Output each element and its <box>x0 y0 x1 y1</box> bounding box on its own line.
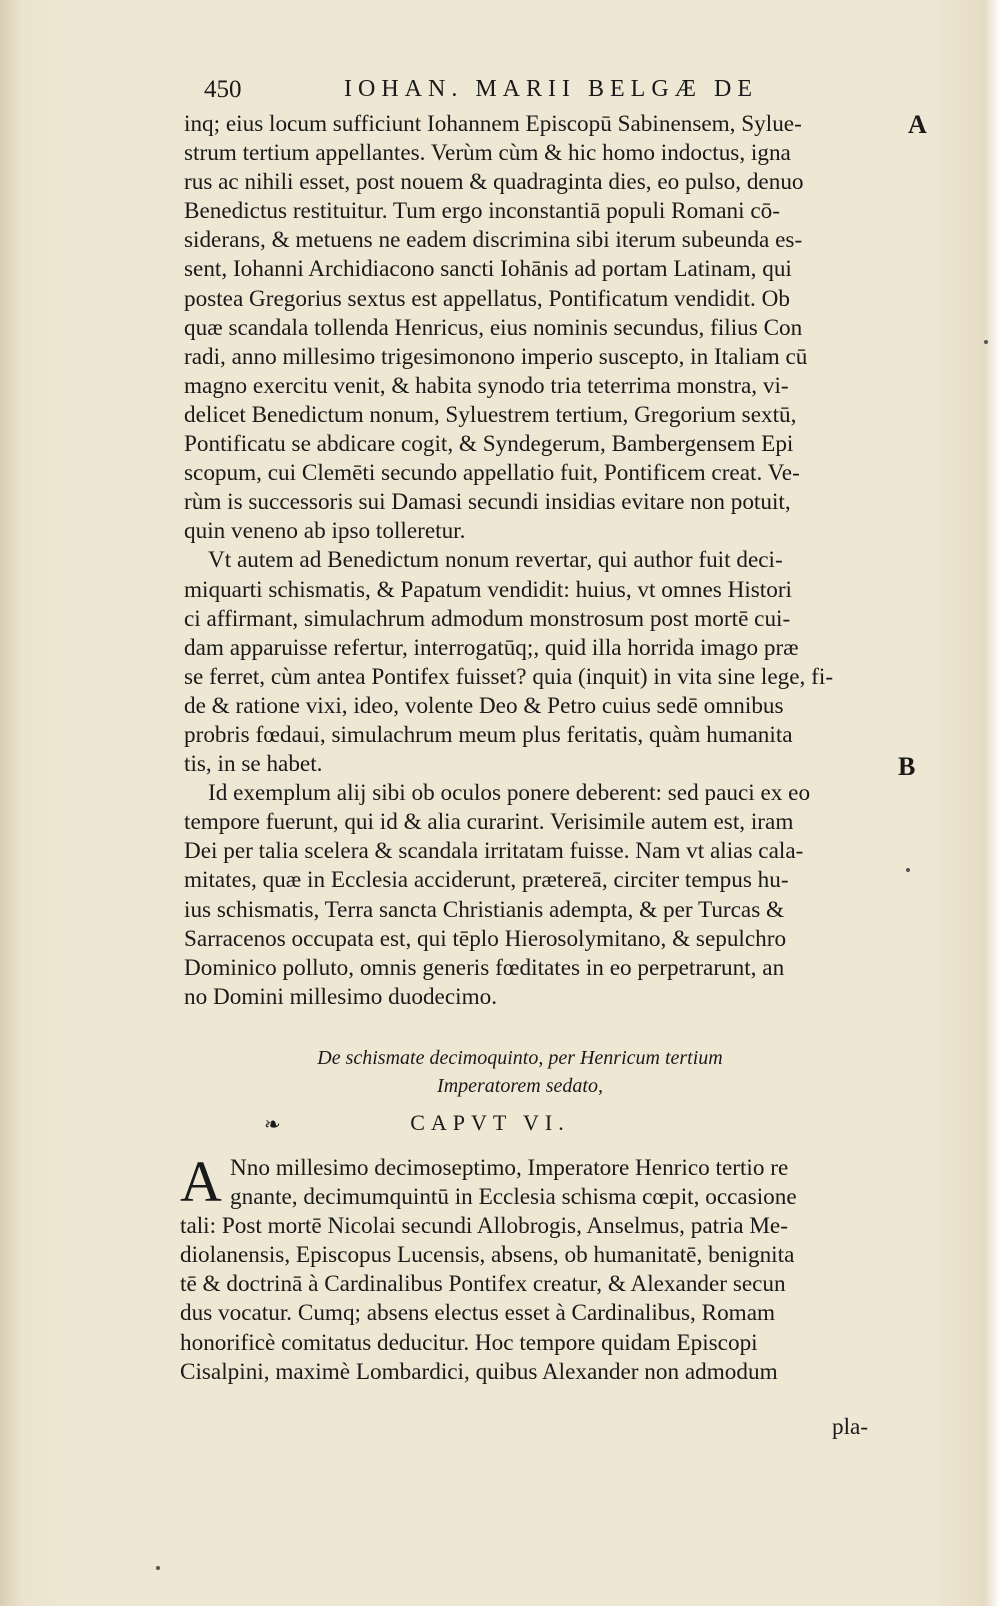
chapter-text-line: gnante, decimumquintū in Ecclesia schisma cœpit, occasione <box>230 1184 797 1211</box>
text-line: rus ac nihili esset, post nouem & quadraginta dies, eo pulso, denuo <box>184 169 804 196</box>
text-line: Dei per talia scelera & scandala irritatam fuisse. Nam vt alias cala- <box>184 838 804 865</box>
text-line: de & ratione vixi, ideo, volente Deo & Petro cuius sedē omnibus <box>184 692 784 719</box>
text-line: magno exercitu venit, & habita synodo tria teterrima monstra, vi- <box>184 372 789 399</box>
text-line: rùm is successoris sui Damasi secundi insidias evitare non potuit, <box>184 489 791 516</box>
subtitle-line: De schismate decimoquinto, per Henricum tertium <box>317 1047 723 1069</box>
page-number: 450 <box>204 76 242 103</box>
text-line: Benedictus restituitur. Tum ergo inconstantiā populi Romani cō- <box>184 198 780 225</box>
text-line: delicet Benedictum nonum, Syluestrem tertium, Gregorium sextū, <box>184 401 797 428</box>
text-line: Id exemplum alij sibi ob oculos ponere deberent: sed pauci ex eo <box>208 780 811 807</box>
text-line: siderans, & metuens ne eadem discrimina sibi iterum subeunda es- <box>184 227 803 254</box>
text-line: radi, anno millesimo trigesimonono imperio suscepto, in Italiam cū <box>184 343 808 370</box>
chapter-text-line: tali: Post mortē Nicolai secundi Allobrogis, Anselmus, patria Me- <box>180 1213 788 1240</box>
chapter-text-line: Cisalpini, maximè Lombardici, quibus Alexander non admodum <box>180 1358 778 1385</box>
text-line: mitates, quæ in Ecclesia acciderunt, prætereā, circiter tempus hu- <box>184 867 789 894</box>
text-line: tempore fuerunt, qui id & alia curarint. Verisimile autem est, iram <box>184 809 794 836</box>
margin-letter-b: B <box>898 752 916 781</box>
text-line: se ferret, cùm antea Pontifex fuisset? quia (inquit) in vita sine lege, fi- <box>184 663 834 690</box>
page-header <box>204 76 904 110</box>
running-title: IOHAN. MARII BELGÆ DE <box>344 76 758 102</box>
text-line: tis, in se habet. <box>184 751 323 778</box>
ink-speck <box>156 1566 160 1570</box>
chapter-text-line: dus vocatur. Cumq; absens electus esset à Cardinalibus, Romam <box>180 1300 776 1327</box>
fleuron-icon: ❧ <box>264 1114 281 1136</box>
text-line: miquarti schismatis, & Papatum vendidit: huius, vt omnes Histori <box>184 576 792 603</box>
chapter-text-line: honorificè comitatus deducitur. Hoc tempore quidam Episcopi <box>180 1329 758 1356</box>
text-line: Vt autem ad Benedictum nonum revertar, qui author fuit deci- <box>208 547 783 574</box>
chapter-subtitle <box>200 1044 840 1100</box>
main-text-block <box>184 110 894 1012</box>
text-line: Dominico polluto, omnis generis fœditates in eo perpetrarunt, an <box>184 954 785 981</box>
text-line: ius schismatis, Terra sancta Christianis adempta, & per Turcas & <box>184 896 785 923</box>
text-line: scopum, cui Clemēti secundo appellatio fuit, Pontificem creat. Ve- <box>184 460 800 487</box>
text-line: ci affirmant, simulachrum admodum monstrosum post mortē cui- <box>184 605 791 632</box>
text-line: quæ scandala tollenda Henricus, eius nominis secundus, filius Con <box>184 314 803 341</box>
text-line: probris fœdaui, simulachrum meum plus feritatis, quàm humanita <box>184 721 793 748</box>
text-line: quin veneno ab ipso tolleretur. <box>184 518 466 545</box>
text-line: dam apparuisse refertur, interrogatūq;, quid illa horrida imago præ <box>184 634 799 661</box>
catchword: pla- <box>832 1414 869 1440</box>
drop-cap: A <box>180 1149 222 1214</box>
text-line: postea Gregorius sextus est appellatus, Pontificatum vendidit. Ob <box>184 285 790 312</box>
ink-speck <box>906 868 910 872</box>
text-line: no Domini millesimo duodecimo. <box>184 983 498 1010</box>
text-line: Pontificatu se abdicare cogit, & Syndegerum, Bambergensem Epi <box>184 431 794 458</box>
text-line: sent, Iohanni Archidiacono sancti Iohānis ad portam Latinam, qui <box>184 256 792 283</box>
chapter-text-block <box>180 1149 892 1387</box>
subtitle-line: Imperatorem sedato, <box>437 1075 603 1097</box>
chapter-heading: CAPVT VI. <box>410 1110 570 1135</box>
text-line: strum tertium appellantes. Verùm cùm & hic homo indoctus, igna <box>184 140 791 167</box>
margin-letter-a: A <box>908 110 927 139</box>
text-line: inq; eius locum sufficiunt Iohannem Episcopū Sabinensem, Sylue- <box>184 111 802 137</box>
chapter-text-line: tē & doctrinā à Cardinalibus Pontifex creatur, & Alexander secun <box>180 1271 786 1298</box>
text-line: Sarracenos occupata est, qui tēplo Hierosolymitano, & sepulchro <box>184 925 787 952</box>
ink-speck <box>984 340 988 344</box>
chapter-text-line: diolanensis, Episcopus Lucensis, absens, ob humanitatē, benignita <box>180 1242 795 1269</box>
chapter-text-line: Nno millesimo decimoseptimo, Imperatore Henrico tertio re <box>230 1155 789 1181</box>
